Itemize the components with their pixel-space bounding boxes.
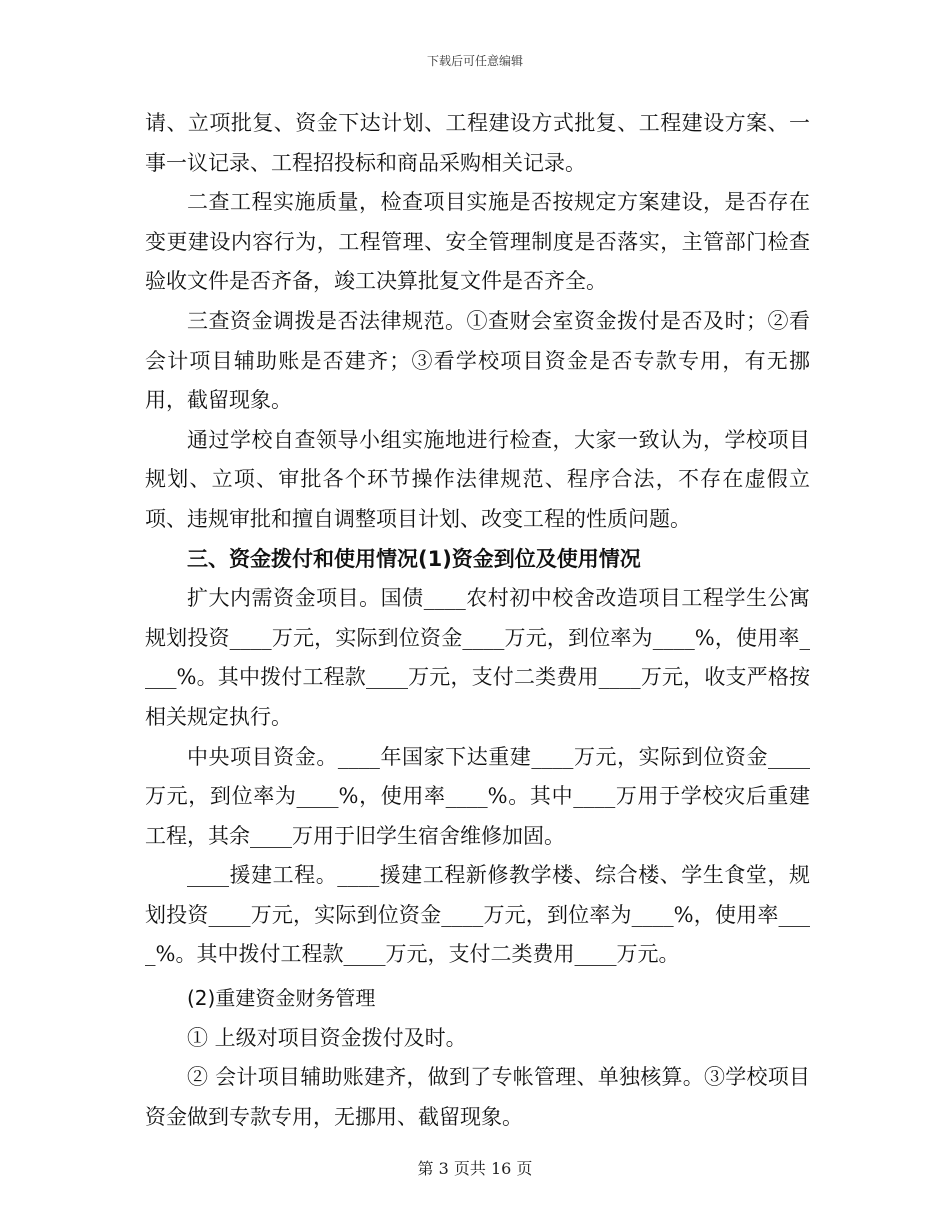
paragraph-check-quality: 二查工程实施质量，检查项目实施是否按规定方案建设，是否存在变更建设内容行为，工程管理、安全管理制度是否落实，主管部门检查验收文件是否齐备，竣工决算批复文件是否齐全。: [145, 190, 810, 294]
document-body: [145, 104, 810, 1137]
section-heading-funds: 三、资金拨付和使用情况(1)资金到位及使用情况: [187, 546, 641, 571]
list-item-1: ① 上级对项目资金拨付及时。: [187, 1025, 467, 1050]
paragraph-self-check-conclusion: 通过学校自查领导小组实施地进行检查，大家一致认为，学校项目规划、立项、审批各个环节操作法律规范、程序合法，不存在虚假立项、违规审批和擅自调整项目计划、改变工程的性质问题。: [145, 427, 810, 531]
list-item-2: ② 会计项目辅助账建齐，做到了专帐管理、单独核算。③学校项目资金做到专款专用，无挪用、截留现象。: [145, 1065, 810, 1129]
paragraph-continued: 请、立项批复、资金下达计划、工程建设方式批复、工程建设方案、一事一议记录、工程招投标和商品采购相关记录。: [145, 111, 810, 175]
paragraph-aid-project: ____援建工程。____援建工程新修教学楼、综合楼、学生食堂，规划投资____万元，实际到位资金____万元，到位率为____%，使用率____%。其中拨付工程款____万元，支付二类费用____万元。: [145, 863, 810, 967]
paragraph-check-funds: 三查资金调拨是否法律规范。①查财会室资金拨付是否及时；②看会计项目辅助账是否建齐；③看学校项目资金是否专款专用，有无挪用，截留现象。: [145, 308, 810, 413]
page-header: 下载后可任意编辑: [426, 54, 523, 68]
paragraph-central-funds: 中央项目资金。____年国家下达重建____万元，实际到位资金____万元，到位率为____%，使用率____%。其中____万用于学校灾后重建工程，其余____万用于旧学生宿舍维修加固。: [145, 744, 810, 848]
subheading-financial-management: (2)重建资金财务管理: [187, 986, 376, 1011]
page-footer: 第 3 页共 16 页: [417, 1159, 533, 1178]
paragraph-domestic-demand-funds: 扩大内需资金项目。国债____农村初中校舍改造项目工程学生公寓规划投资____万元，实际到位资金____万元，到位率为____%，使用率____%。其中拨付工程款____万元，支付二类费用____万元，收支严格按相关规定执行。: [145, 586, 810, 729]
